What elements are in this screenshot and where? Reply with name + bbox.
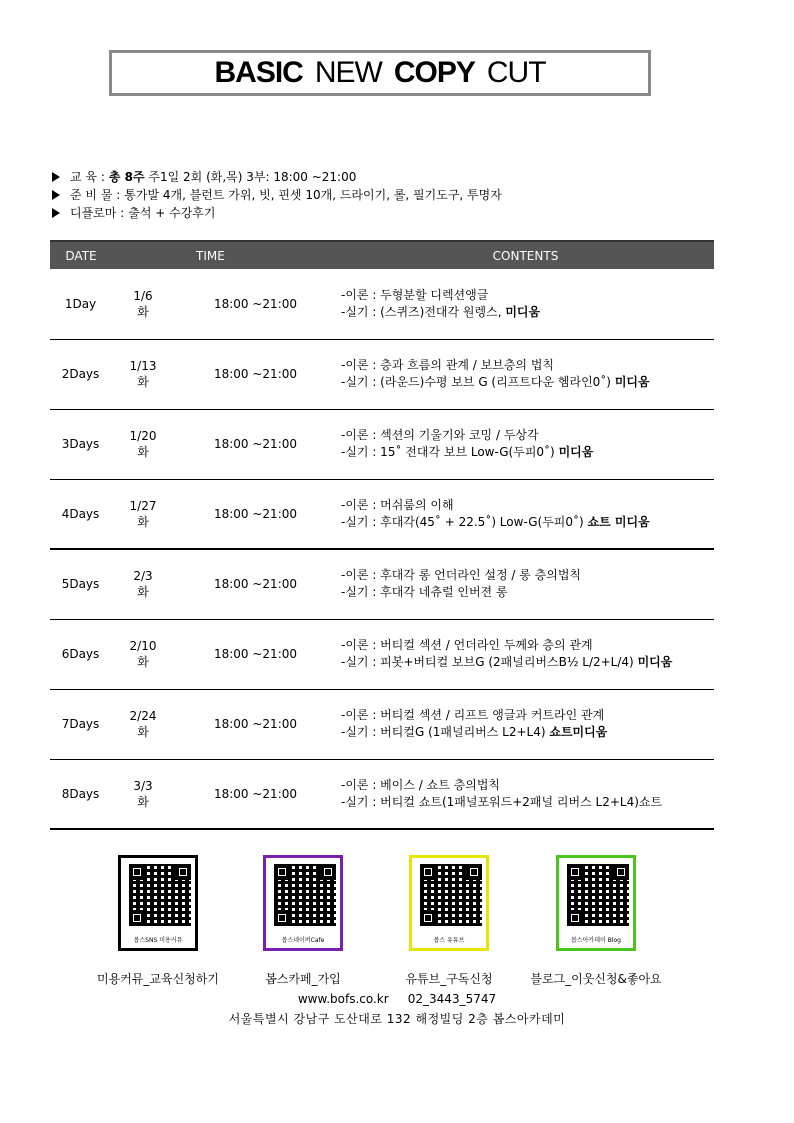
table-header-row — [50, 241, 714, 269]
bullet-arrow-icon — [52, 190, 60, 200]
contents-cell — [337, 269, 714, 339]
qr-finder — [420, 864, 436, 880]
bullet-arrow-icon — [52, 172, 60, 182]
time-cell: 18:00 ~21:00 — [213, 577, 298, 592]
time-cell: 18:00 ~21:00 — [213, 437, 298, 451]
info-text: 주1일 2회 (화,목) 3부: 18:00 ~21:00 — [148, 170, 357, 184]
theory-text: -이론 : 층과 흐름의 관계 / 보브층의 법칙 — [341, 358, 554, 372]
practice-text: -실기 : (라운드)수평 보브 G (리프트다운 헴라인0˚) — [341, 375, 611, 389]
time-cell: 18:00 ~21:00 — [213, 717, 298, 731]
date-value: 1/20 — [129, 429, 157, 443]
weekday-value: 화 — [137, 725, 149, 739]
header-contents: CONTENTS — [337, 241, 714, 269]
practice-line — [341, 444, 713, 461]
bullet-arrow-icon — [52, 208, 60, 218]
day-cell: 2Days — [61, 367, 100, 381]
qr-finder — [129, 864, 145, 880]
theory-text: -이론 : 버티컬 섹션 / 언더라인 두께와 층의 관계 — [341, 638, 593, 652]
qr-finder — [320, 864, 336, 880]
day-cell: 1Day — [64, 296, 97, 311]
practice-text: -실기 : 버티컬 쇼트(1패널포워드+2패널 리버스 L2+L4)쇼트 — [341, 794, 663, 809]
schedule-table — [50, 240, 714, 830]
info-label: 디플로마 : — [70, 206, 125, 220]
practice-line — [341, 724, 713, 741]
qr-code-row — [0, 852, 794, 992]
qr-caption: 봅스네이버Cafe — [281, 937, 325, 944]
contents-cell — [337, 339, 714, 409]
qr-finder — [613, 864, 629, 880]
theory-text: -이론 : 베이스 / 쇼트 층의법칙 — [341, 777, 501, 792]
date-cell — [112, 619, 174, 689]
date-value: 1/6 — [133, 288, 153, 303]
date-value: 1/27 — [129, 498, 157, 513]
weekday-value: 화 — [137, 514, 149, 529]
website-phone: www.bofs.co.kr 02_3443_5747 — [297, 992, 497, 1006]
contents-cell — [337, 689, 714, 759]
table-row — [50, 339, 714, 409]
practice-line — [341, 304, 713, 321]
qr-label: 블로그_이웃신청&좋아요 — [530, 972, 662, 986]
header-time: TIME — [174, 241, 337, 269]
date-value: 2/10 — [129, 639, 157, 653]
day-cell: 8Days — [61, 786, 100, 801]
time-cell: 18:00 ~21:00 — [213, 367, 298, 381]
title-word-basic: BASIC — [214, 56, 303, 89]
date-cell — [112, 339, 174, 409]
info-bold: 총 8주 — [108, 170, 145, 184]
qr-caption: 봅스SNS 미용커뮤 — [133, 937, 183, 944]
table-row — [50, 759, 714, 829]
title-word-cut: CUT — [486, 56, 546, 89]
qr-label: 봅스카페_가입 — [265, 972, 341, 986]
practice-highlight: 미디움 — [614, 375, 650, 389]
qr-code-card[interactable] — [118, 855, 198, 951]
practice-highlight: 미디움 — [637, 655, 673, 669]
practice-highlight: 쇼트미디움 — [549, 725, 608, 739]
info-row-course — [52, 168, 502, 186]
date-value: 2/24 — [129, 709, 157, 723]
weekday-value: 화 — [137, 585, 149, 600]
qr-finder — [175, 864, 191, 880]
practice-line — [341, 794, 713, 811]
qr-code-card[interactable] — [556, 855, 636, 951]
title-word-new: NEW — [314, 56, 382, 89]
qr-label: 유튜브_구독신청 — [405, 972, 493, 986]
contents-cell — [337, 759, 714, 829]
title-word-copy: COPY — [393, 56, 475, 89]
practice-line — [341, 584, 713, 601]
qr-code-card[interactable] — [409, 855, 489, 951]
table-row — [50, 689, 714, 759]
table-row — [50, 409, 714, 479]
date-cell — [112, 689, 174, 759]
table-row — [50, 269, 714, 339]
qr-caption: 봅스 유튜브 — [433, 937, 465, 944]
qr-finder — [274, 910, 290, 926]
practice-line — [341, 654, 713, 671]
theory-text: -이론 : 두형분할 디렉션앵글 — [341, 287, 489, 302]
day-cell: 7Days — [61, 717, 100, 731]
theory-text: -이론 : 머쉬룸의 이해 — [341, 497, 454, 512]
practice-text: -실기 : 후대각(45˚ + 22.5˚) Low-G(두피0˚) — [341, 514, 584, 529]
qr-finder — [274, 864, 290, 880]
practice-highlight: 미디움 — [505, 304, 541, 319]
practice-text: -실기 : 버티컬G (1패널리버스 L2+L4) — [341, 725, 546, 739]
contents-cell — [337, 409, 714, 479]
info-row-supplies — [52, 186, 502, 204]
table-row — [50, 549, 714, 619]
info-text: 출석 + 수강후기 — [128, 206, 216, 220]
qr-caption: 봅스아카데미 Blog — [571, 937, 621, 944]
qr-finder — [129, 910, 145, 926]
qr-label: 미용커뮤_교육신청하기 — [97, 972, 219, 986]
time-cell: 18:00 ~21:00 — [213, 506, 298, 521]
day-cell: 3Days — [61, 437, 100, 451]
day-cell: 5Days — [61, 577, 100, 592]
header-spacer — [112, 241, 174, 269]
info-label: 준 비 물 : — [70, 188, 121, 202]
practice-highlight: 미디움 — [558, 445, 594, 459]
time-cell: 18:00 ~21:00 — [213, 296, 298, 311]
day-cell: 4Days — [61, 506, 100, 521]
address: 서울특별시 강남구 도산대로 132 해정빌딩 2층 봅스아카데미 — [228, 1012, 566, 1026]
qr-finder — [466, 864, 482, 880]
time-cell: 18:00 ~21:00 — [213, 786, 298, 801]
title-box — [109, 50, 651, 96]
contents-cell — [337, 549, 714, 619]
date-cell — [112, 759, 174, 829]
qr-finder — [420, 910, 436, 926]
weekday-value: 화 — [137, 375, 149, 389]
date-cell — [112, 549, 174, 619]
course-info — [52, 168, 502, 222]
practice-highlight: 쇼트 미디움 — [587, 514, 650, 529]
practice-line — [341, 514, 713, 531]
date-cell — [112, 479, 174, 549]
contents-cell — [337, 619, 714, 689]
practice-text: -실기 : 후대각 네츄럴 인버젼 롱 — [341, 585, 508, 600]
info-row-diploma — [52, 204, 502, 222]
weekday-value: 화 — [137, 794, 149, 809]
time-cell: 18:00 ~21:00 — [213, 647, 298, 661]
date-value: 2/3 — [133, 569, 153, 584]
theory-text: -이론 : 버티컬 섹션 / 리프트 앵글과 커트라인 관계 — [341, 708, 605, 722]
weekday-value: 화 — [137, 445, 149, 459]
qr-finder — [567, 864, 583, 880]
practice-text: -실기 : 피봇+버티컬 보브G (2패널리버스B½ L/2+L/4) — [341, 655, 634, 669]
practice-text: -실기 : (스퀴즈)전대각 원렝스, — [341, 304, 502, 319]
weekday-value: 화 — [137, 655, 149, 669]
qr-code-card[interactable] — [263, 855, 343, 951]
info-label: 교 육 : — [70, 170, 105, 184]
date-value: 1/13 — [129, 359, 157, 373]
day-cell: 6Days — [61, 647, 100, 661]
table-row — [50, 619, 714, 689]
contents-cell — [337, 479, 714, 549]
qr-finder — [567, 910, 583, 926]
info-text: 통가발 4개, 블런트 가위, 빗, 핀셋 10개, 드라이기, 롤, 필기도구, 투명자 — [124, 188, 502, 202]
header-date: DATE — [50, 241, 112, 269]
practice-line — [341, 374, 713, 391]
practice-text: -실기 : 15˚ 전대각 보브 Low-G(두피0˚) — [341, 445, 555, 459]
table-row — [50, 479, 714, 549]
date-cell — [112, 409, 174, 479]
weekday-value: 화 — [137, 304, 149, 319]
theory-text: -이론 : 후대각 롱 언더라인 설정 / 롱 층의법칙 — [341, 568, 581, 583]
date-cell — [112, 269, 174, 339]
date-value: 3/3 — [133, 778, 153, 793]
theory-text: -이론 : 섹션의 기울기와 코밍 / 두상각 — [341, 428, 539, 442]
